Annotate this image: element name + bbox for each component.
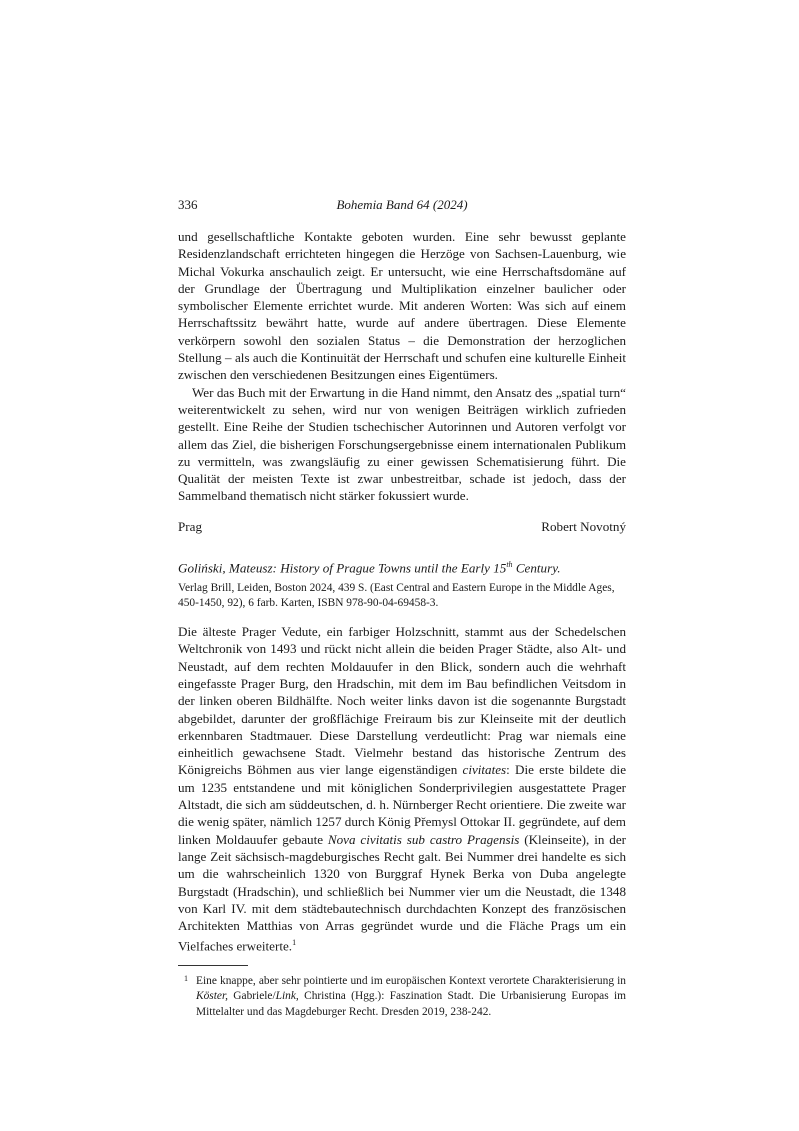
footnote	[178, 974, 626, 1020]
review-body-b: : Die erste bildete die um 1235 entstandene und mit königlichen Sonderprivilegien ausgestattete Prager Altstadt, die sich am süddeutschen, d. h. Nürnberger Recht orientiere. Die zweite war die wenig später, nämlich 1257 durch König Přemysl Ottokar II. gegründete, auf dem linken Moldauufer gebaute	[178, 762, 626, 847]
bibliographic-info: Verlag Brill, Leiden, Boston 2024, 439 S. (East Central and Eastern Europe in the Middle Ages, 450-1450, 92), 6 farb. Karten, ISBN 978-90-04-69458-3.	[178, 581, 615, 609]
footnote-author-link: Link,	[275, 990, 299, 1003]
footnote-divider	[178, 965, 248, 966]
running-header	[178, 196, 626, 214]
review-title-main: Goliński, Mateusz: History of Prague Towns until the Early 15	[178, 560, 507, 576]
signature-reviewer: Robert Novotný	[541, 518, 626, 534]
paragraph-conclusion: Wer das Buch mit der Erwartung in die Hand nimmt, den Ansatz des „spatial turn“ weiterentwickelt zu sehen, wird nur von wenigen Beiträgen wirklich zufrieden gestellt. Eine Reihe der Studien tschechischer Autorinnen und Autoren verfolgt vor allem das Ziel, die bisherigen Forschungsergebnisse einem internationalen Publikum zu vermitteln, was zwangsläufig zu einer gewissen Schematisierung führt. Die Qualität der meisten Texte ist zwar unbestreitbar, schade ist jedoch, dass der Sammelband thematisch nicht stärker fokussiert wurde.	[178, 384, 626, 504]
footnote-text-b: Gabriele/	[227, 990, 276, 1003]
page	[178, 196, 626, 1020]
review-title	[178, 556, 626, 577]
term-civitates: civitates	[462, 762, 507, 778]
page-number: 336	[178, 197, 198, 212]
review-body	[178, 623, 626, 955]
footnote-reference: 1	[292, 938, 297, 948]
review-title-superscript: th	[506, 560, 513, 570]
review-title-end: Century.	[512, 560, 561, 576]
review-body-c: (Kleinseite), in der lange Zeit sächsisch-magdeburgisches Recht galt. Bei Nummer drei handelte es sich um die wahrscheinlich 1320 von Burggraf Hynek Berka von Duba angelegte Burgstadt (Hradschin), und schließlich bei Nummer vier um die Neustadt, die 1348 von Karl IV. mit dem städtebautechnisch durchdachten Konzept des französischen Architekten Matthias von Arras gegründet wurde und die Fläche Prags um ein Vielfaches erweiterte.	[178, 831, 626, 954]
paragraph-continuation: und gesellschaftliche Kontakte geboten wurden. Eine sehr bewusst geplante Residenzlandschaft errichteten hingegen die Herzöge von Sachsen-Lauenburg, wie Michal Vokurka anschaulich zeigt. Er untersucht, wie eine Herrschaftsdomäne auf der Grundlage der Übertragung und Multiplikation einzelner baulicher oder symbolischer Elemente errichtet wurde. Mit anderen Worten: Was sich auf einem Herrschaftssitz bewährt hatte, wurde auf andere übertragen. Diese Elemente verkörpern sowohl den sozialen Status – die Demonstration der herzoglichen Stellung – als auch die Kontinuität der Herrschaft und schufen eine kulturelle Einheit zwischen den verschiedenen Besitzungen eines Eigentümers.	[178, 229, 626, 383]
footnote-text-a: Eine knappe, aber sehr pointierte und im europäischen Kontext verortete Charakterisierung in	[196, 975, 626, 988]
review-body-a: Die älteste Prager Vedute, ein farbiger Holzschnitt, stammt aus der Schedelschen Weltchronik von 1493 und rückt nicht allein die beiden Prager Städte, also Alt- und Neustadt, auf dem rechten Moldauufer in den Blick, sondern auch die wehrhaft eingefasste Prager Burg, den Hradschin, mit dem im Bau befindlichen Veitsdom in der linken oberen Bildhälfte. Noch weiter links davon ist die sogenannte Burgstadt abgebildet, darunter der großflächige Freiraum bis zur Kleinseite mit der deutlich erkennbaren Stadtmauer. Diese Darstellung verdeutlicht: Prag war niemals eine einheitlich gewachsene Stadt. Vielmehr bestand das historische Zentrum des Königreichs Böhmen aus vier lange eigenständigen	[178, 624, 626, 778]
signature-place: Prag	[178, 518, 203, 534]
footnote-author-koster: Köster,	[196, 990, 228, 1003]
footnote-text-c: Christina (Hgg.): Faszination Stadt. Die Urbanisierung Europas im Mittelalter und das Magdeburger Recht. Dresden 2019, 238-242.	[196, 990, 627, 1018]
review-signature	[178, 518, 626, 535]
footnote-number: 1	[184, 974, 188, 984]
term-nova-civitatis: Nova civitatis sub castro Pragensis	[327, 831, 520, 847]
journal-title: Bohemia Band 64 (2024)	[336, 197, 468, 212]
